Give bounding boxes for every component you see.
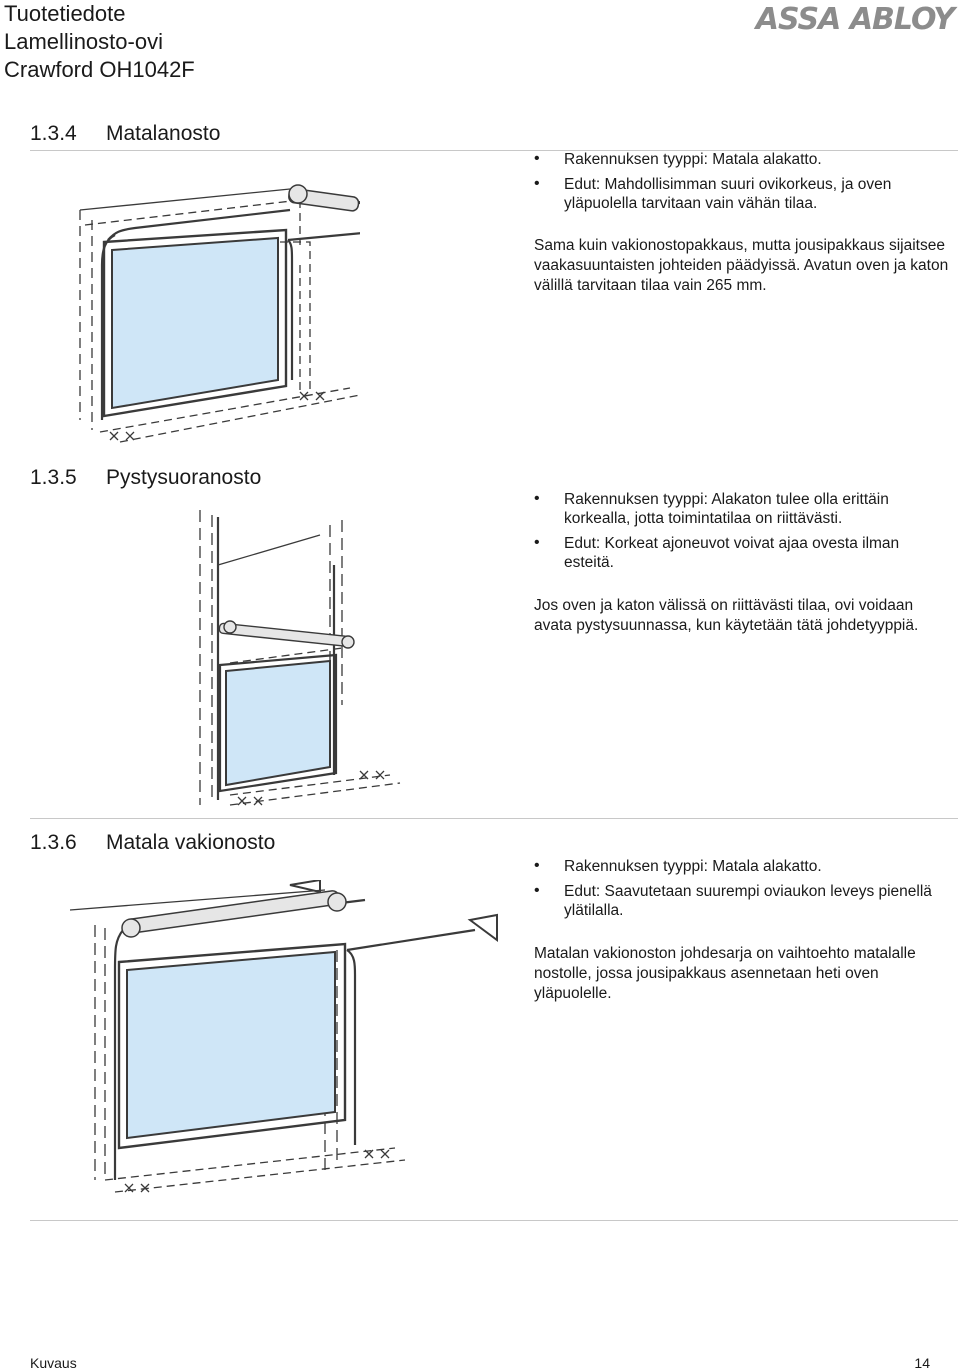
section-paragraph: Matalan vakionoston johdesarja on vaihtoehto matalalle nostolle, jossa jousipakkaus asennetaan heti oven yläpuolelle. (534, 945, 916, 1002)
bullet-list-1-3-5 (534, 490, 944, 578)
section-number: 1.3.6 (30, 831, 77, 854)
section-title-1-3-5 (30, 466, 261, 490)
section-paragraph: Sama kuin vakionostopakkaus, mutta jousipakkaus sijaitsee vaakasuuntaisten johteiden päädyissä. Avatun oven ja katon välillä tarvitaan tilaa vain 265 mm. (534, 237, 949, 294)
low-standard-lift-door-illustration (65, 880, 505, 1205)
document-header (4, 0, 195, 84)
list-item: • Rakennuksen tyyppi: Matala alakatto. (534, 857, 944, 876)
section-title-1-3-6 (30, 831, 275, 855)
brand-logo: ASSA ABLOY (755, 2, 954, 37)
vertical-lift-door-illustration (190, 505, 420, 810)
bullet-list-1-3-6 (534, 857, 944, 926)
section-heading: Matala vakionosto (106, 831, 276, 854)
list-item: • Rakennuksen tyyppi: Alakaton tulee olla erittäin korkealla, jotta toimintatilaa on riittävästi. (534, 490, 944, 528)
list-item: • Rakennuksen tyyppi: Matala alakatto. (534, 150, 944, 169)
doc-type: Tuotetiedote (4, 1, 126, 26)
section-number: 1.3.5 (30, 466, 77, 489)
page-number: 14 (914, 1355, 930, 1371)
low-headroom-door-illustration (60, 170, 360, 445)
section-paragraph: Jos oven ja katon välissä on riittävästi tilaa, ovi voidaan avata pystysuunnassa, kun käytetään tätä johdetyyppiä. (534, 597, 919, 634)
list-item: • Edut: Mahdollisimman suuri ovikorkeus, ja oven yläpuolella tarvitaan vain vähän tilaa. (534, 175, 944, 213)
section-heading: Pystysuoranosto (106, 466, 262, 489)
bullet-list-1-3-4 (534, 150, 944, 219)
section-number: 1.3.4 (30, 122, 77, 145)
section-heading: Matalanosto (106, 122, 221, 145)
product-family: Lamellinosto-ovi (4, 29, 163, 54)
section-title-1-3-4 (30, 122, 220, 146)
section-divider (30, 818, 958, 819)
list-item: • Edut: Saavutetaan suurempi oviaukon leveys pienellä ylätilalla. (534, 882, 944, 920)
product-model: Crawford OH1042F (4, 57, 195, 82)
footer-label: Kuvaus (30, 1355, 77, 1371)
section-divider (30, 1220, 958, 1221)
list-item: • Edut: Korkeat ajoneuvot voivat ajaa ovesta ilman esteitä. (534, 534, 944, 572)
